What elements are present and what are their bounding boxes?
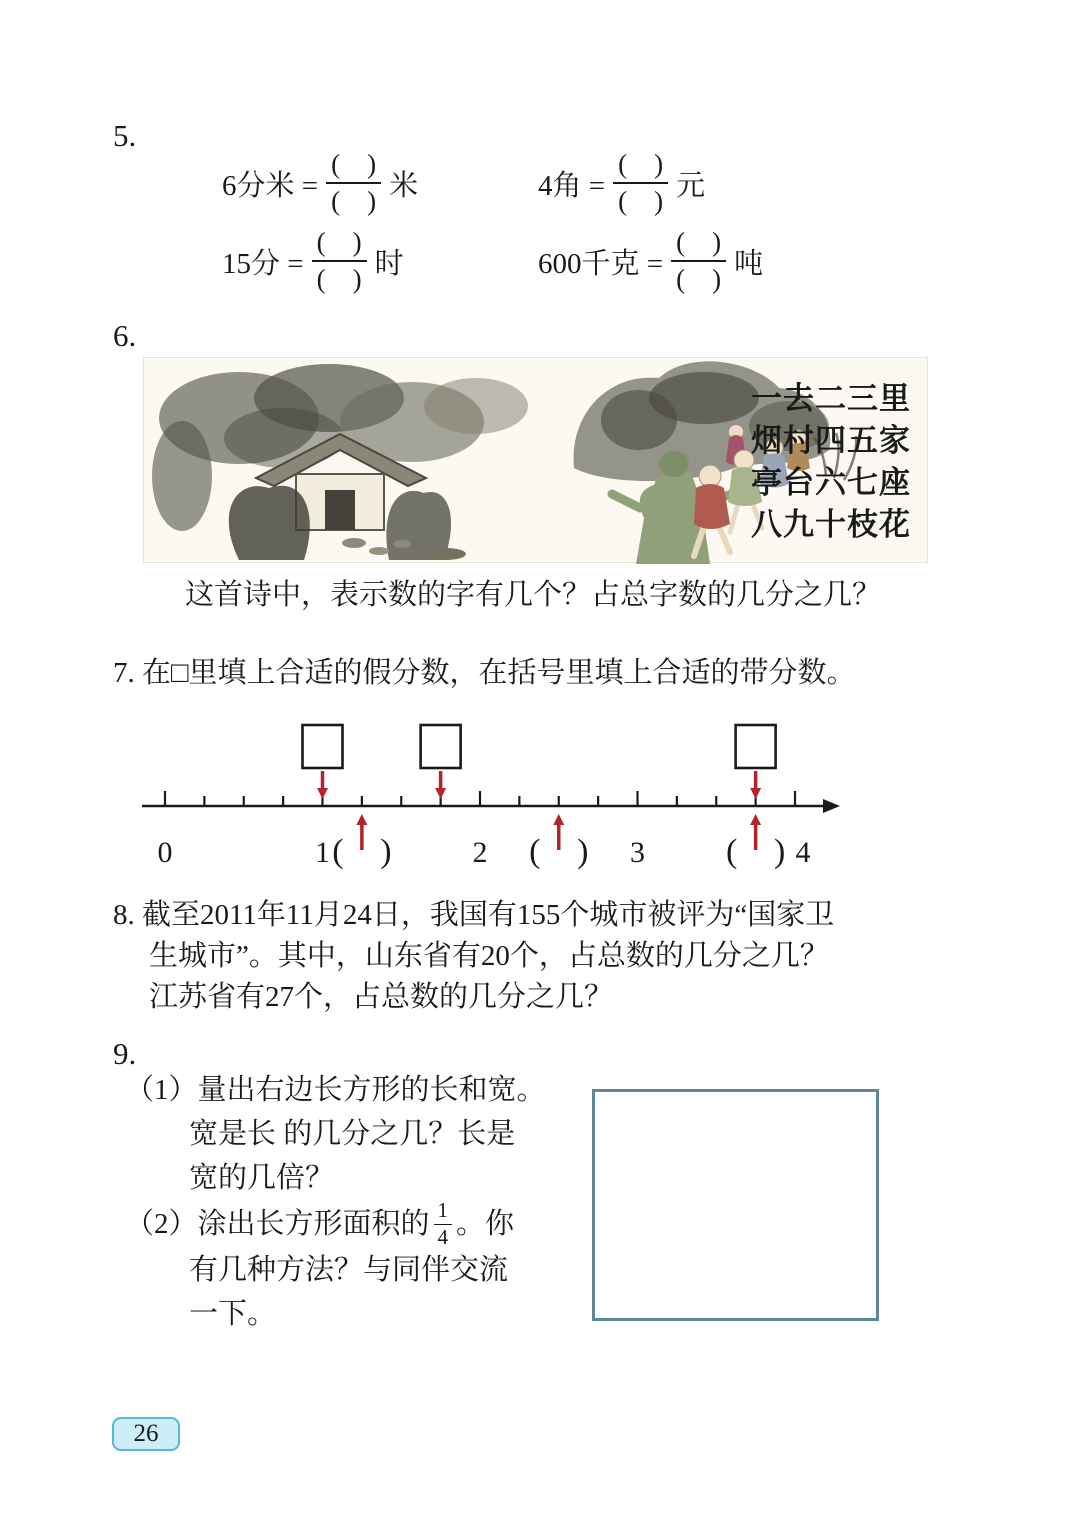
paren-open: ( xyxy=(332,833,344,870)
equation-600kg xyxy=(538,228,763,294)
part2-post: 。你 xyxy=(456,1208,515,1240)
problem6-label: 6. xyxy=(113,318,137,353)
tick-label: 0 xyxy=(157,836,173,869)
poem-text xyxy=(751,378,923,546)
problem9-label: 9. xyxy=(113,1036,137,1071)
problem8-text xyxy=(113,895,943,1018)
down-arrow-icon xyxy=(750,771,761,799)
problem7-heading: 7. 在□里填上合适的假分数，在括号里填上合适的带分数。 xyxy=(113,657,856,689)
fraction-blank: $\frac{( )}{( )}$ xyxy=(671,227,726,295)
equation-unit: 吨 xyxy=(734,247,764,280)
number-line-figure xyxy=(138,710,862,872)
fraction-blank: $\frac{( )}{( )}$ xyxy=(613,149,668,217)
up-arrow-icon xyxy=(750,814,761,850)
part2-pre: （2）涂出长方形面积的 xyxy=(125,1208,430,1240)
poem-line: 一去二三里 xyxy=(751,381,911,416)
poem-illustration xyxy=(143,357,928,563)
part2-line1 xyxy=(125,1200,595,1248)
axis-arrow-icon xyxy=(823,799,840,813)
problem6-question: 这首诗中，表示数的字有几个？占总字数的几分之几？ xyxy=(185,579,882,611)
up-arrow-icon xyxy=(553,814,564,850)
answer-box xyxy=(421,725,461,768)
up-arrow-icon xyxy=(356,814,367,850)
part2-line: 一下。 xyxy=(189,1298,277,1330)
tick-label: 3 xyxy=(630,836,645,869)
poem-line: 亭台六七座 xyxy=(751,465,911,500)
part1-line: 宽是长 的几分之几？长是 xyxy=(189,1118,516,1150)
paren-open: ( xyxy=(529,833,541,870)
fraction-blank: $\frac{( )}{( )}$ xyxy=(326,149,381,217)
answer-box xyxy=(303,725,343,768)
tick-label: 4 xyxy=(795,836,811,869)
part1-line: 宽的几倍？ xyxy=(189,1162,335,1194)
tick-label: 1 xyxy=(315,836,330,869)
problem8-line: 8. 截至2011年11月24日，我国有155个城市被评为“国家卫 xyxy=(113,899,835,931)
fraction-blank: $\frac{( )}{( )}$ xyxy=(312,227,367,295)
down-arrow-icon xyxy=(435,771,446,799)
part1-line: （1）量出右边长方形的长和宽。 xyxy=(125,1074,546,1106)
equation-lhs: 6分米 = xyxy=(222,169,319,202)
equation-unit: 时 xyxy=(374,247,404,280)
tick-label: 2 xyxy=(472,836,488,869)
answer-box xyxy=(736,725,776,768)
one-quarter-fraction: $\frac{1}{4}$ xyxy=(434,1199,453,1248)
equation-6fenmi xyxy=(222,150,418,216)
equation-lhs: 600千克 = xyxy=(538,247,664,280)
down-arrow-icon xyxy=(317,771,328,799)
equation-15fen xyxy=(222,228,404,294)
paren-close: ) xyxy=(773,833,786,870)
equation-unit: 元 xyxy=(676,169,706,202)
paren-open: ( xyxy=(725,833,738,870)
equation-lhs: 4角 = xyxy=(538,169,606,202)
equation-lhs: 15分 = xyxy=(222,247,304,280)
problem9-part2 xyxy=(125,1200,595,1336)
problem8-line: 生城市”。其中，山东省有20个，占总数的几分之几？ xyxy=(149,940,829,972)
equation-unit: 米 xyxy=(389,169,419,202)
poem-line: 烟村四五家 xyxy=(751,423,911,458)
problem5-label: 5. xyxy=(113,118,137,153)
measure-rectangle xyxy=(592,1089,879,1321)
page-number: 26 xyxy=(133,1420,159,1447)
page-number-badge xyxy=(112,1417,180,1451)
problem9-part1 xyxy=(125,1068,585,1200)
problem8-line: 江苏省有27个，占总数的几分之几？ xyxy=(149,981,614,1013)
part2-line: 有几种方法？与同伴交流 xyxy=(189,1254,509,1286)
paren-close: ) xyxy=(380,833,392,870)
poem-line: 八九十枝花 xyxy=(751,507,911,542)
equation-4jiao xyxy=(538,150,705,216)
paren-close: ) xyxy=(577,833,589,870)
